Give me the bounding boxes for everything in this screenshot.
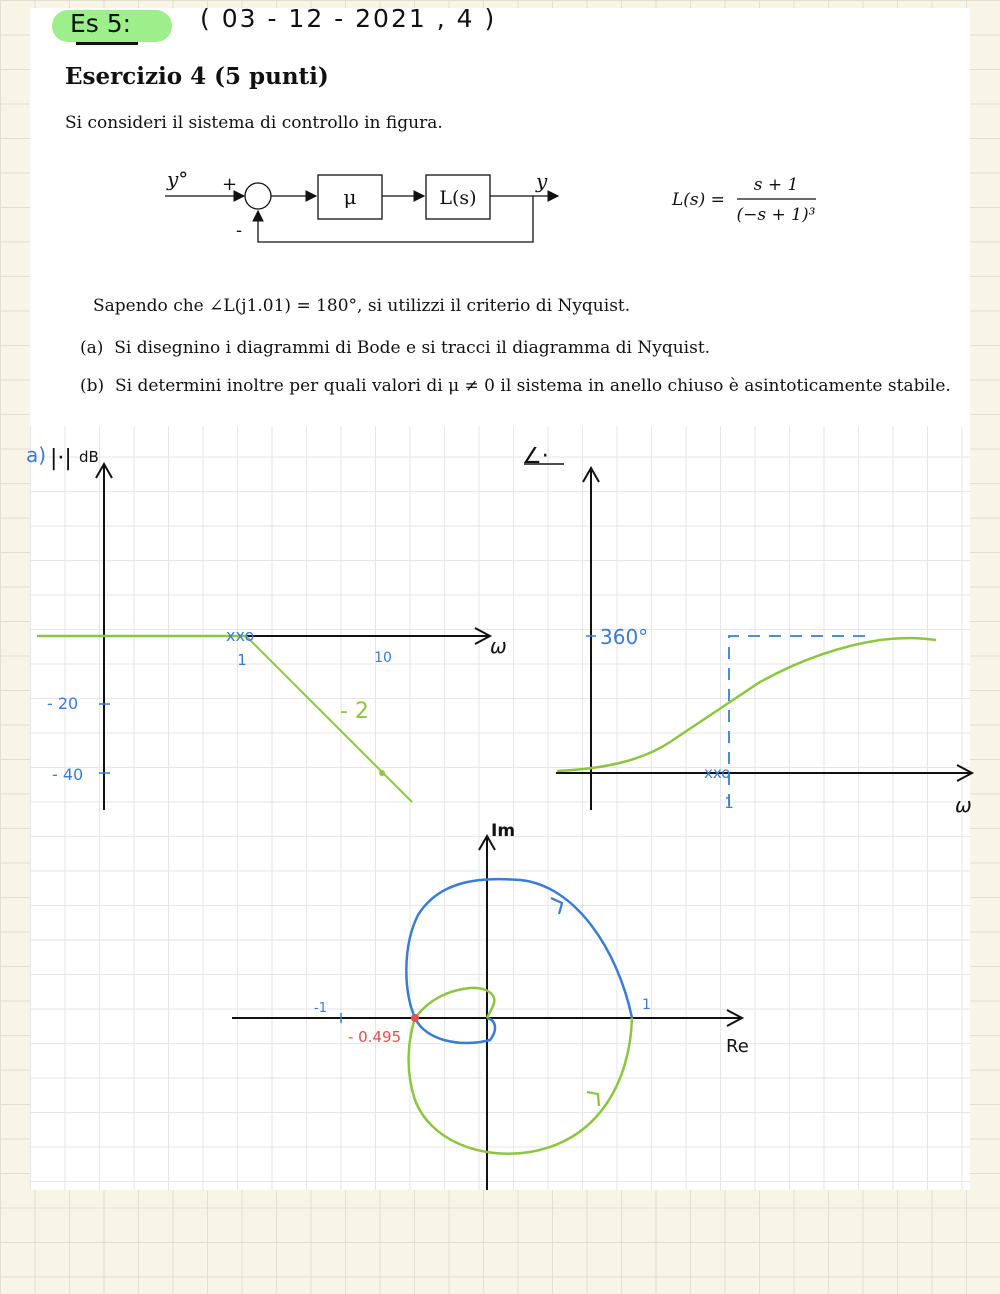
one-label: 1 xyxy=(642,997,651,1013)
phase-tick-1: 1 xyxy=(724,794,734,812)
nyquist-green-branch xyxy=(409,988,632,1154)
phase-title: ∠· xyxy=(522,444,549,469)
im-axis-label: Im xyxy=(491,821,516,841)
question-a-marker: (a) xyxy=(80,338,104,358)
answer-a-marker: a) xyxy=(26,443,47,467)
summing-junction xyxy=(245,183,271,209)
exercise-date: ( 03 - 12 - 2021 , 4 ) xyxy=(200,4,497,33)
blue-direction-arrow xyxy=(551,898,562,914)
question-b-marker: (b) xyxy=(80,376,105,396)
bode-phase-plot xyxy=(522,444,972,817)
phase-asymptote-dashed xyxy=(729,636,868,806)
tf-denominator: (−s + 1)³ xyxy=(736,205,816,225)
magnitude-roots-mark: xxo xyxy=(226,626,255,645)
plus-sign: + xyxy=(222,174,238,195)
magnitude-tick-10: 10 xyxy=(374,650,392,666)
magnitude-unit: dB xyxy=(79,448,99,466)
critical-crossing-point xyxy=(411,1014,419,1022)
magnitude-point xyxy=(379,770,385,776)
intro-text: Si consideri il sistema di controllo in figura. xyxy=(65,113,443,133)
minus-one-label: -1 xyxy=(314,1001,327,1016)
magnitude-title: |·| xyxy=(50,446,72,471)
exercise-title: Esercizio 4 (5 punti) xyxy=(65,63,329,90)
tf-numerator: s + 1 xyxy=(753,175,799,195)
plant-label: L(s) xyxy=(439,187,477,209)
transfer-function xyxy=(671,175,816,225)
magnitude-omega-label: ω xyxy=(490,634,507,658)
phase-roots-mark: xxo xyxy=(704,764,731,782)
question-a-text: Si disegnino i diagrammi di Bode e si tracci il diagramma di Nyquist. xyxy=(114,338,711,358)
feedback-path xyxy=(258,196,533,242)
hint-text: Sapendo che ∠L(j1.01) = 180°, si utilizzi il criterio di Nyquist. xyxy=(93,296,631,316)
phase-label-360: 360° xyxy=(600,625,649,649)
reference-label: y° xyxy=(167,167,189,191)
tf-lhs: L(s) = xyxy=(672,190,725,210)
bode-magnitude-plot xyxy=(26,443,507,810)
crossing-value-label: - 0.495 xyxy=(348,1028,402,1046)
phase-omega-label: ω xyxy=(955,793,972,817)
magnitude-label-minus-40: - 40 xyxy=(52,765,84,784)
exercise-number-label: Es 5: xyxy=(70,9,132,38)
slope-label: - 2 xyxy=(340,699,369,724)
re-axis-label: Re xyxy=(726,1036,749,1057)
magnitude-label-minus-20: - 20 xyxy=(47,694,79,713)
nyquist-plot xyxy=(232,821,749,1190)
block-diagram xyxy=(165,167,558,242)
question-b-text: Si determini inoltre per quali valori di μ ≠ 0 il sistema in anello chiuso è asintoticamente stabile. xyxy=(114,376,951,396)
magnitude-tick-1: 1 xyxy=(237,651,247,669)
phase-curve xyxy=(557,638,936,771)
output-label: y xyxy=(536,169,548,193)
gain-label: μ xyxy=(343,185,357,209)
minus-sign: - xyxy=(236,220,243,241)
green-direction-arrow xyxy=(587,1092,599,1106)
